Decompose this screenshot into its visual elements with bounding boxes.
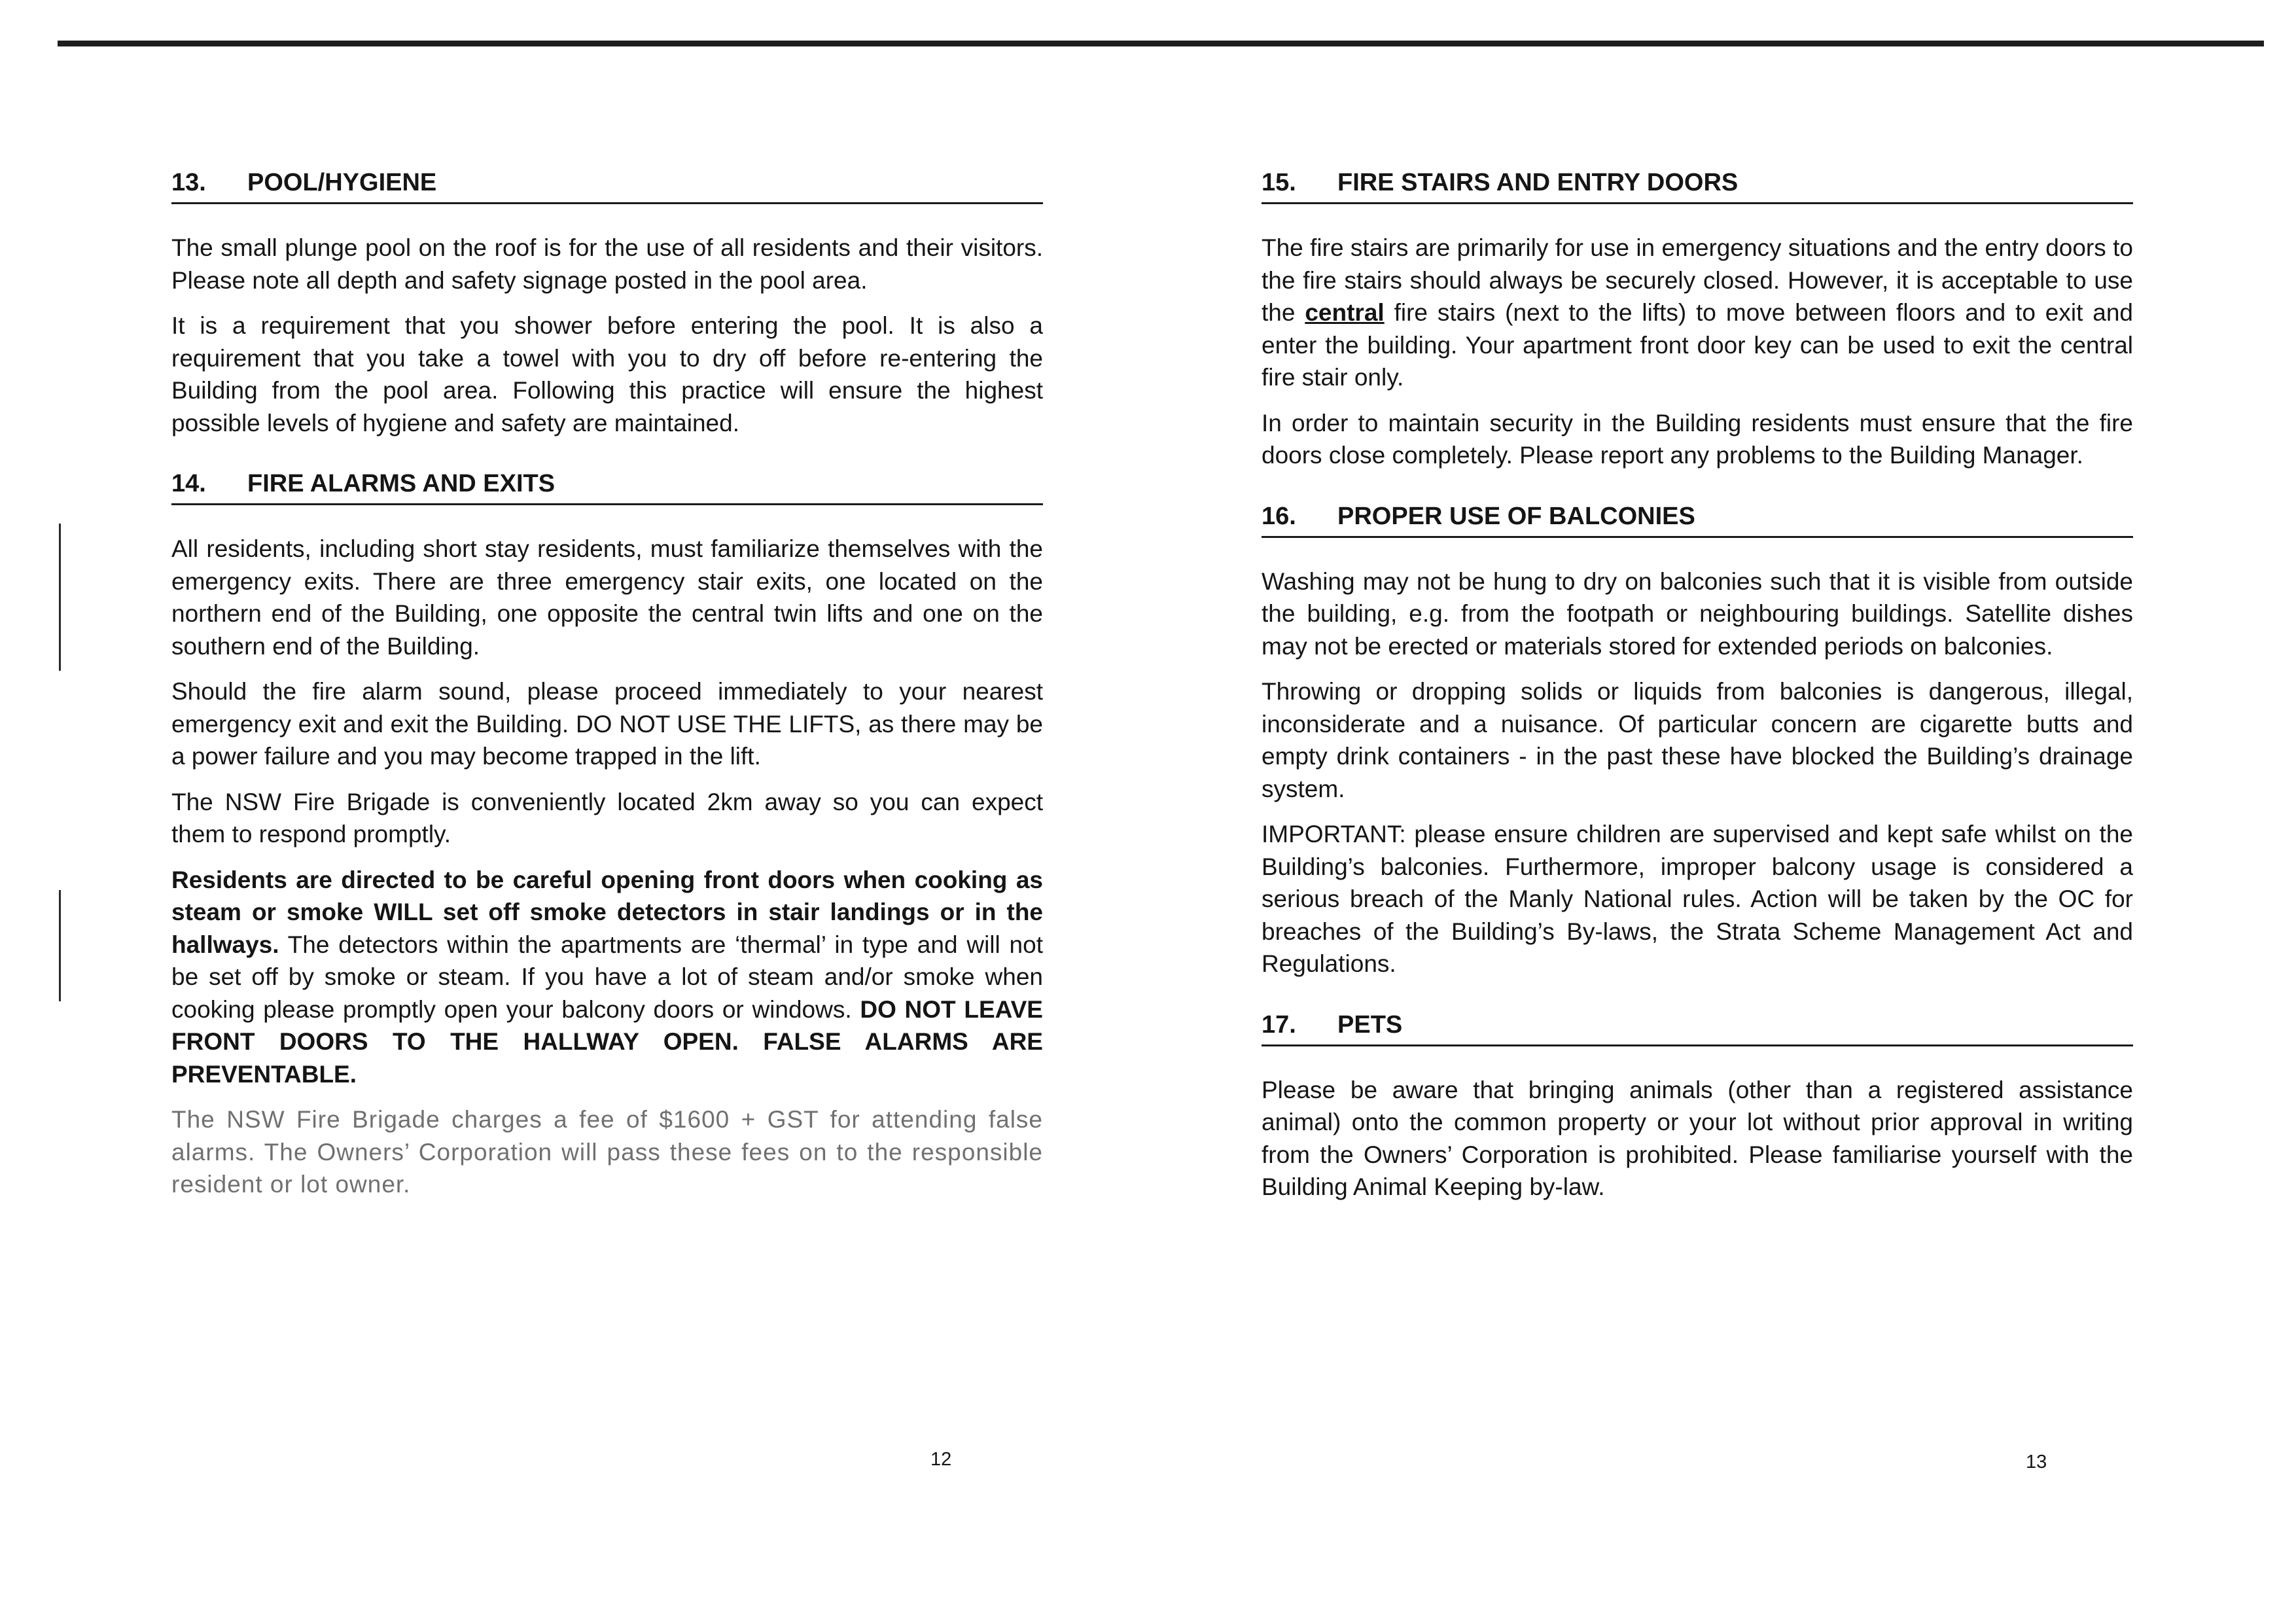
section-title: POOL/HYGIENE [247, 169, 437, 196]
paragraph-text: fire stairs (next to the lifts) to move between floors and to exit and enter the building. Your apartment front door key can be used to exit the central fire stair only. [1262, 299, 2134, 391]
section-title: FIRE STAIRS AND ENTRY DOORS [1337, 169, 1739, 196]
left-page [171, 167, 1043, 1214]
top-scan-border [58, 41, 2264, 46]
paragraph: Should the fire alarm sound, please proceed immediately to your nearest emergency exit and exit the Building. DO NOT USE THE LIFTS, as there may be a power failure and you may become trapped in the lift. [171, 678, 1043, 770]
section-fire-stairs [1262, 167, 2133, 472]
paragraph: Throwing or dropping solids or liquids from balconies is dangerous, illegal, inconsiderate and a nuisance. Of particular concern are cigarette butts and empty drink containers - in the past these have blocked the Building’s drainage system. [1262, 678, 2133, 802]
section-pool-hygiene [171, 167, 1043, 439]
section-title: FIRE ALARMS AND EXITS [247, 470, 556, 497]
page-number-right: 13 [2026, 1452, 2047, 1472]
section-heading [171, 167, 1043, 204]
paragraph [1262, 232, 2133, 394]
page-number-left: 12 [930, 1449, 952, 1470]
smoke-warning-paragraph [171, 864, 1043, 1091]
warning-bold-text: DO NOT LEAVE FRONT DOORS TO THE HALLWAY OPEN. FALSE ALARMS ARE PREVENTABLE. [171, 995, 1043, 1088]
emphasis-text: central [1305, 299, 1385, 326]
section-heading [1262, 501, 2133, 538]
paragraph: The small plunge pool on the roof is for the use of all residents and their visitors. Please note all depth and safety signage posted in the pool area. [171, 234, 1043, 294]
section-pets [1262, 1009, 2133, 1204]
section-number: 13. [171, 169, 206, 196]
paragraph: In order to maintain security in the Building residents must ensure that the fire doors close completely. Please report any problems to the Building Manager. [1262, 409, 2133, 469]
section-heading [1262, 167, 2133, 204]
section-fire-alarms-exits [171, 468, 1043, 1201]
section-title: PETS [1337, 1010, 1403, 1039]
paragraph: It is a requirement that you shower before entering the pool. It is also a requirement that you take a towel with you to dry off before re-entering the Building from the pool area. Following this practice will ensure the highest possible levels of hygiene and safety are maintained. [171, 312, 1043, 437]
section-number: 17. [1262, 1010, 1296, 1039]
paragraph: All residents, including short stay residents, must familiarize themselves with the emergency exits. There are three emergency stair exits, one located on the northern end of the Building, one opposite the central twin lifts and one on the southern end of the Building. [171, 535, 1043, 660]
section-number: 14. [171, 470, 206, 497]
paragraph: Washing may not be hung to dry on balconies such that it is visible from outside the building, e.g. from the footpath or neighbouring buildings. Satellite dishes may not be erected or materials stored for extended periods on balconies. [1262, 567, 2133, 660]
warning-bold-text: Residents are directed to be careful opening front doors when cooking as steam or smoke WILL set off smoke detectors in stair landings or in the hallways. [171, 866, 1043, 958]
paragraph: IMPORTANT: please ensure children are supervised and kept safe whilst on the Building’s balconies. Furthermore, improper balcony usage is considered a serious breach of the Manly National rules. Action will be taken by the OC for breaches of the Building’s By-laws, the Strata Scheme Management Act and Regulations. [1262, 821, 2133, 977]
right-page [1262, 167, 2133, 1217]
section-number: 15. [1262, 169, 1296, 196]
scan-mark-upper [59, 524, 61, 671]
paragraph: The NSW Fire Brigade is conveniently located 2km away so you can expect them to respond promptly. [171, 788, 1043, 847]
fees-note: The NSW Fire Brigade charges a fee of $1600 + GST for attending false alarms. The Owners’ Corporation will pass these fees on to the responsible resident or lot owner. [171, 1106, 1043, 1198]
section-heading [171, 468, 1043, 505]
section-heading [1262, 1009, 2133, 1046]
section-balconies [1262, 501, 2133, 980]
warning-text: The detectors within the apartments are ‘thermal’ in type and will not be set off by smoke or steam. If you have a lot of steam and/or smoke when cooking please promptly open your balcony doors or windows. [171, 931, 1043, 1023]
section-title: PROPER USE OF BALCONIES [1337, 502, 1695, 530]
section-number: 16. [1262, 502, 1296, 530]
paragraph: Please be aware that bringing animals (other than a registered assistance animal) onto the common property or your lot without prior approval in writing from the Owners’ Corporation is prohibited. Please familiarise yourself with the Building Animal Keeping by-law. [1262, 1076, 2133, 1200]
scan-mark-lower [59, 890, 61, 1001]
paragraph-text: The fire stairs are primarily for use in emergency situations and the entry doors to the fire stairs should always be securely closed. However, it is acceptable to use the [1262, 234, 2133, 326]
